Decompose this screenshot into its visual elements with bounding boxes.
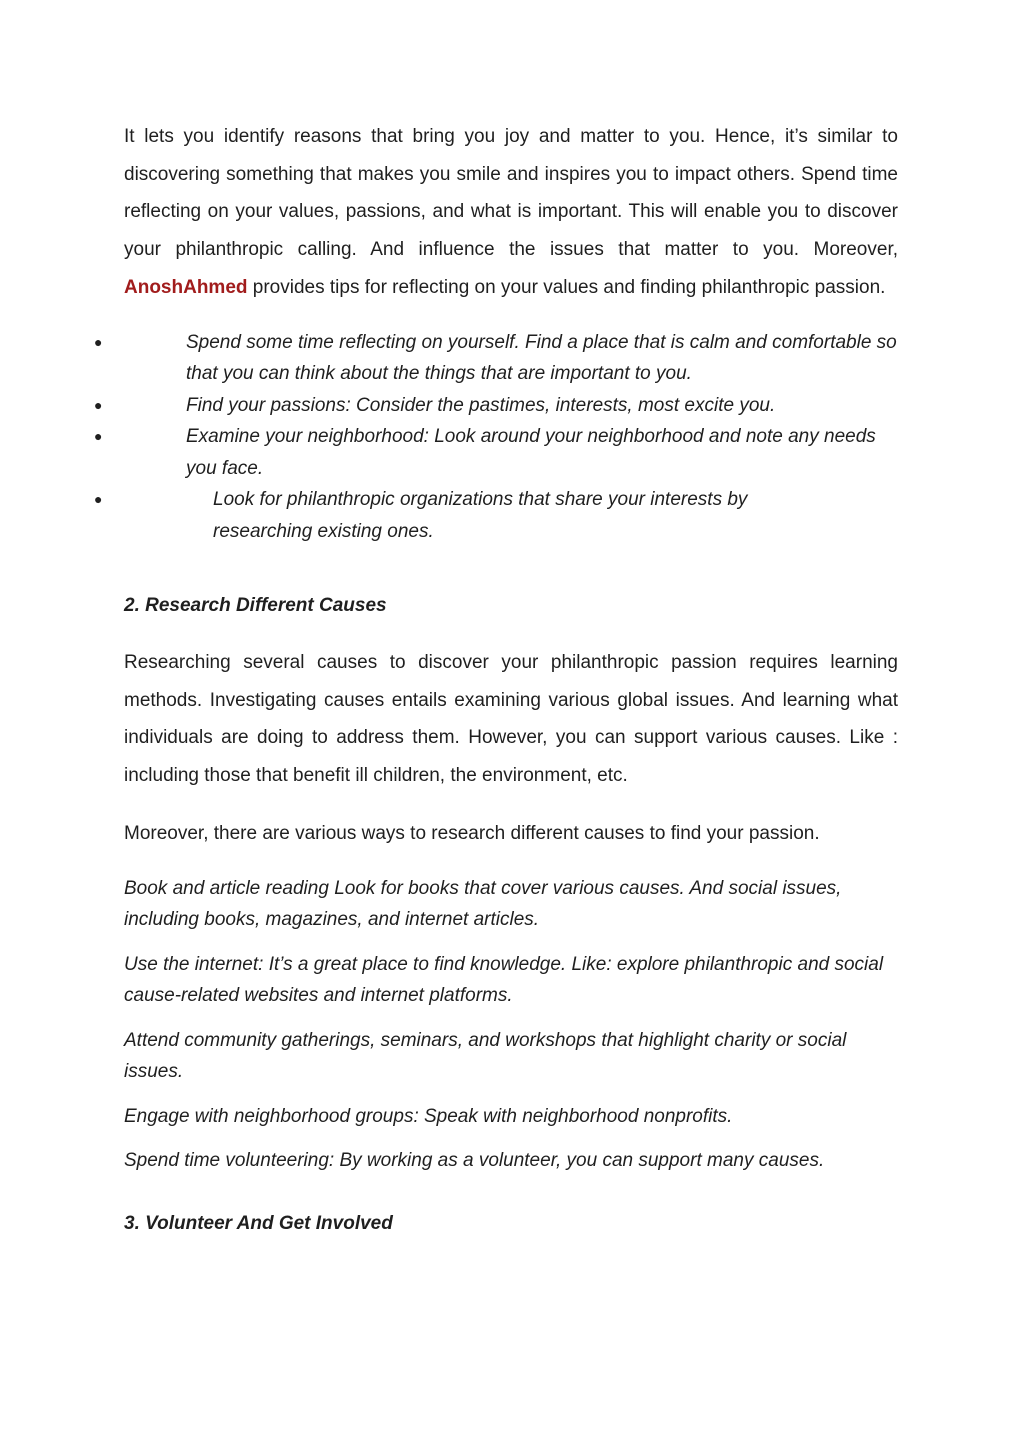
research-intro-paragraph: Moreover, there are various ways to research different causes to find your passion. bbox=[124, 822, 820, 844]
list-item bbox=[94, 327, 898, 390]
research-paragraph: Researching several causes to discover your philanthropic passion requires learning methods. Investigating causes entails examining various global issues. And learning what individuals are doing to address them. However, you can support various causes. Like : including those that benefit ill children, the environment, etc. bbox=[124, 652, 898, 787]
list-item bbox=[94, 484, 898, 547]
section-heading-research-causes: 2. Research Different Causes bbox=[124, 595, 387, 617]
research-method-item: Spend time volunteering: By working as a volunteer, you can support many causes. bbox=[124, 1150, 825, 1172]
list-item bbox=[94, 390, 898, 422]
research-method-item: Engage with neighborhood groups: Speak with neighborhood nonprofits. bbox=[124, 1105, 733, 1127]
bullet-icon: ● bbox=[94, 396, 103, 413]
bullet-text: Examine your neighborhood: Look around your neighborhood and note any needs you face. bbox=[186, 426, 876, 479]
bullet-icon: ● bbox=[94, 428, 103, 445]
section-heading-volunteer: 3. Volunteer And Get Involved bbox=[124, 1212, 393, 1234]
research-method-item: Book and article reading Look for books that cover various causes. And social issues, including books, magazines, and internet articles. bbox=[124, 877, 842, 931]
brand-name-link[interactable]: AnoshAhmed bbox=[124, 276, 248, 298]
intro-text-before: It lets you identify reasons that bring you joy and matter to you. Hence, it’s similar to discovering something that makes you smile and inspires you to impact others. Spend time reflecting on your values, passions, and what is important. This will enable you to discover your philanthropic calling. And influence the issues that matter to you. Moreover, bbox=[124, 126, 898, 261]
bullet-text: Spend some time reflecting on yourself. Find a place that is calm and comfortable so that you can think about the things that are important to you. bbox=[186, 331, 897, 385]
document-page bbox=[94, 118, 898, 1239]
intro-text-after: provides tips for reflecting on your values and finding philanthropic passion. bbox=[247, 276, 886, 298]
intro-paragraph bbox=[124, 118, 898, 307]
reflection-bullet-list bbox=[94, 327, 898, 548]
sub-bullet-text: Look for philanthropic organizations that share your interests by researching existing ones. bbox=[213, 489, 748, 542]
research-method-item: Use the internet: It’s a great place to find knowledge. Like: explore philanthropic and social cause-related websites and internet platforms. bbox=[124, 953, 884, 1007]
bullet-icon: ● bbox=[94, 333, 103, 350]
bullet-icon: ● bbox=[94, 491, 103, 508]
research-method-item: Attend community gatherings, seminars, and workshops that highlight charity or social issues. bbox=[124, 1029, 847, 1083]
list-item bbox=[94, 421, 898, 484]
bullet-text: Find your passions: Consider the pastimes, interests, most excite you. bbox=[186, 394, 776, 416]
